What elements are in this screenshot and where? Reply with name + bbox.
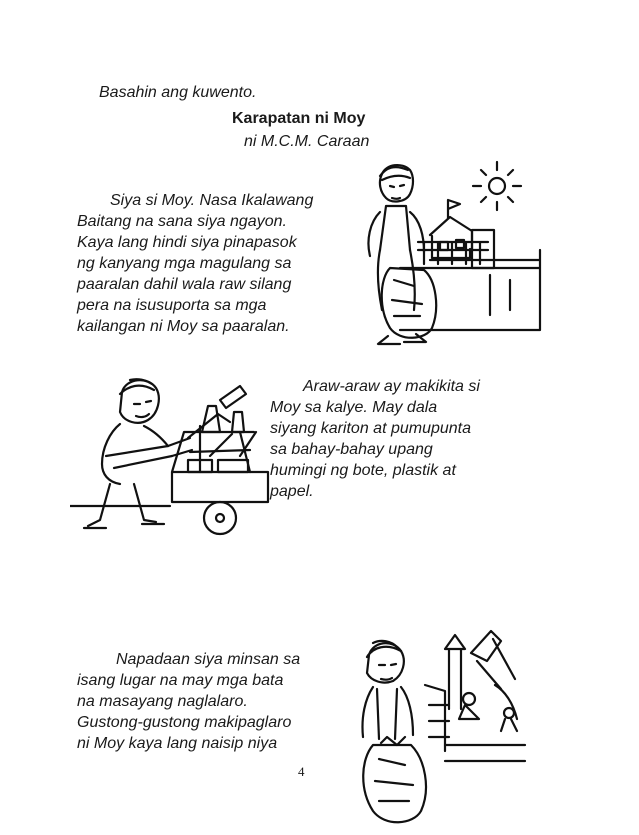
paragraph-line: Baitang na sana siya ngayon. bbox=[77, 213, 287, 230]
paragraph-line: isang lugar na may mga bata bbox=[77, 672, 284, 689]
paragraph-line: na masayang naglalaro. bbox=[77, 693, 248, 710]
paragraph-line: ng kanyang mga magulang sa bbox=[77, 255, 292, 272]
paragraph-line: humingi ng bote, plastik at bbox=[270, 462, 456, 479]
boy-near-school-illustration bbox=[360, 150, 545, 350]
paragraph-line: Araw-araw ay makikita si bbox=[303, 378, 480, 395]
paragraph-1 bbox=[77, 190, 313, 337]
paragraph-line: sa bahay-bahay upang bbox=[270, 441, 433, 458]
boy-pushing-cart-illustration bbox=[70, 360, 270, 545]
instruction-text: Basahin ang kuwento. bbox=[99, 84, 257, 101]
paragraph-line: Siya si Moy. Nasa Ikalawang bbox=[110, 192, 314, 209]
paragraph-line: Kaya lang hindi siya pinapasok bbox=[77, 234, 297, 251]
paragraph-line: Napadaan siya minsan sa bbox=[116, 651, 301, 668]
paragraph-2 bbox=[270, 376, 480, 502]
page-number: 4 bbox=[298, 764, 305, 779]
paragraph-line: ni Moy kaya lang naisip niya bbox=[77, 735, 278, 752]
paragraph-line: papel. bbox=[270, 483, 314, 500]
paragraph-3 bbox=[77, 649, 300, 754]
story-title: Karapatan ni Moy bbox=[232, 110, 366, 127]
author-line: ni M.C.M. Caraan bbox=[244, 133, 370, 150]
boy-near-playground-illustration bbox=[345, 625, 530, 835]
paragraph-line: siyang kariton at pumupunta bbox=[270, 420, 472, 437]
paragraph-line: Moy sa kalye. May dala bbox=[270, 399, 438, 416]
paragraph-line: pera na isusuporta sa mga bbox=[77, 297, 267, 314]
paragraph-line: kailangan ni Moy sa paaralan. bbox=[77, 318, 290, 335]
paragraph-line: paaralan dahil wala raw silang bbox=[77, 276, 292, 293]
paragraph-line: Gustong-gustong makipaglaro bbox=[77, 714, 292, 731]
